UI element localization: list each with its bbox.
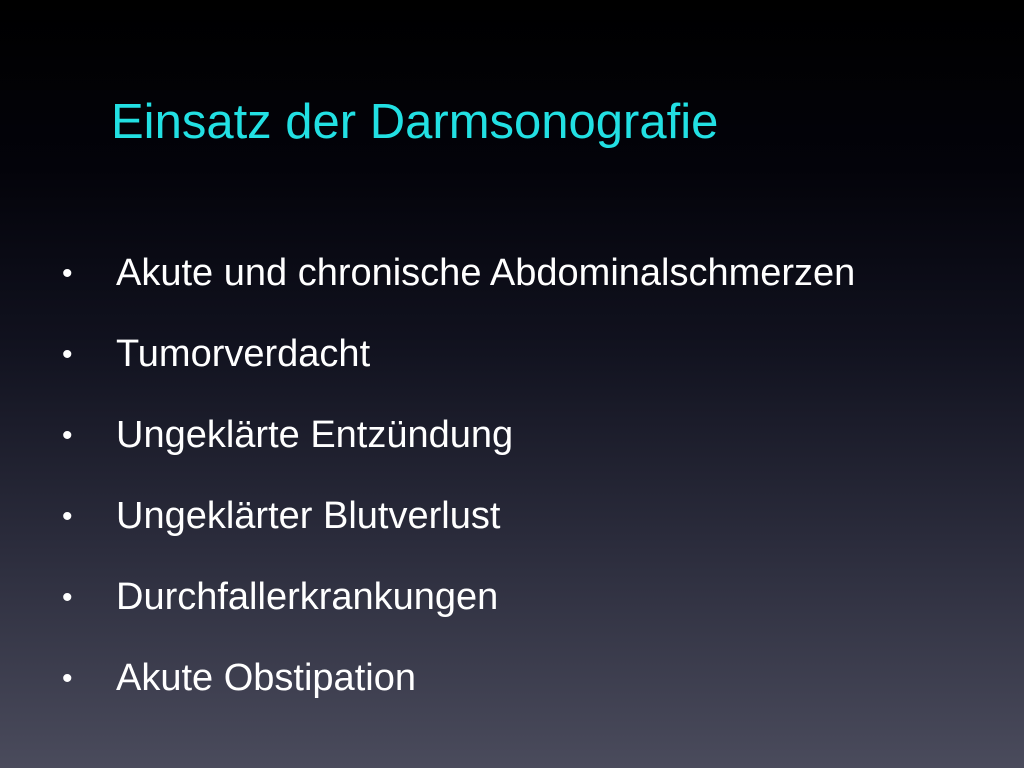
bullet-dot-icon: • xyxy=(62,256,73,290)
bullet-dot-icon: • xyxy=(62,337,73,371)
bullet-dot-icon: • xyxy=(62,499,73,533)
bullet-dot-icon: • xyxy=(62,418,73,452)
bullet-item xyxy=(62,395,855,476)
bullet-item xyxy=(62,557,855,638)
bullet-text: Ungeklärter Blutverlust xyxy=(116,495,501,537)
bullet-item xyxy=(62,476,855,557)
bullet-text: Durchfallerkrankungen xyxy=(116,576,499,618)
bullet-text: Akute Obstipation xyxy=(116,657,416,699)
bullet-item xyxy=(62,233,855,314)
bullet-item xyxy=(62,314,855,395)
bullet-text: Akute und chronische Abdominalschmerzen xyxy=(116,252,856,294)
bullet-dot-icon: • xyxy=(62,661,73,695)
bullet-text: Tumorverdacht xyxy=(116,333,371,375)
bullet-item xyxy=(62,638,855,719)
slide-title: Einsatz der Darmsonografie xyxy=(111,95,719,149)
bullet-dot-icon: • xyxy=(62,580,73,614)
bullet-text: Ungeklärte Entzündung xyxy=(116,414,514,456)
bullet-list xyxy=(62,233,855,719)
